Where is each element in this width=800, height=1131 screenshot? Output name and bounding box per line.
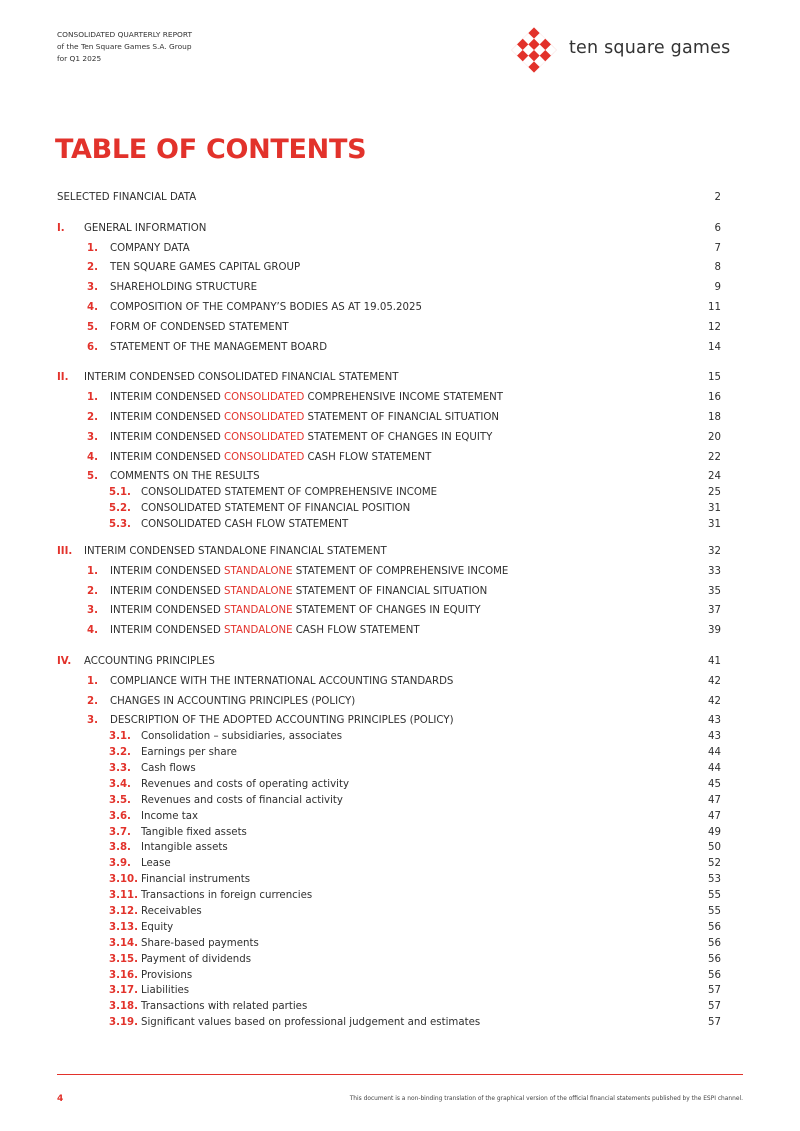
toc-subitem[interactable] — [57, 809, 721, 825]
toc-item-number: 3. — [87, 431, 98, 443]
label-highlight: STANDALONE — [224, 585, 293, 597]
toc-entry-label: Income tax — [141, 810, 198, 822]
toc-item[interactable] — [57, 469, 721, 485]
toc-entry-label — [110, 623, 420, 638]
label-highlight: STANDALONE — [224, 565, 293, 577]
toc-entry-label: SELECTED FINANCIAL DATA — [57, 192, 197, 203]
toc-page-number: 57 — [708, 1001, 721, 1013]
label-prefix: INTERIM CONDENSED — [110, 411, 225, 423]
toc-subitem[interactable] — [57, 729, 721, 745]
header-line-2: of the Ten Square Games S.A. Group — [57, 42, 192, 51]
toc-subitem-number: 3.1. — [109, 731, 131, 743]
toc-entry-label: FORM OF CONDENSED STATEMENT — [110, 321, 289, 333]
toc-page-number: 47 — [708, 810, 721, 822]
label-prefix: INTERIM CONDENSED — [110, 585, 225, 597]
toc-item-number: 2. — [87, 411, 98, 423]
toc-subitem[interactable] — [57, 840, 721, 856]
toc-item-number: 1. — [87, 242, 98, 254]
toc-item-number: 3. — [87, 715, 98, 727]
toc-page-number: 31 — [708, 519, 721, 531]
label-suffix: STATEMENT OF CHANGES IN EQUITY — [292, 605, 481, 617]
toc-item[interactable] — [57, 241, 721, 261]
toc-entry-label: Equity — [141, 921, 174, 933]
toc-subitem[interactable] — [57, 856, 721, 872]
toc-subitem-number: 3.16. — [109, 969, 139, 981]
toc-page-number: 41 — [708, 655, 721, 667]
toc-subitem-number: 3.2. — [109, 747, 131, 759]
toc-item[interactable] — [57, 623, 721, 643]
toc-subitem[interactable] — [57, 952, 721, 968]
toc-page-number: 49 — [708, 826, 721, 838]
toc-entry-label — [110, 430, 492, 445]
toc-entry-label: GENERAL INFORMATION — [84, 222, 207, 234]
toc-item[interactable] — [57, 674, 721, 694]
toc-page-number: 37 — [708, 605, 721, 617]
toc-section-number: II. — [57, 372, 69, 384]
toc-entry-label: Financial instruments — [141, 874, 251, 886]
label-suffix: STATEMENT OF FINANCIAL SITUATION — [304, 411, 499, 423]
toc-item[interactable] — [57, 260, 721, 280]
toc-page-number: 20 — [708, 431, 721, 443]
toc-page-number: 57 — [708, 985, 721, 997]
toc-entry-label: COMMENTS ON THE RESULTS — [110, 471, 260, 483]
toc-subitem[interactable] — [57, 1015, 721, 1031]
toc-page-number: 47 — [708, 794, 721, 806]
toc-entry-label: Intangible assets — [141, 842, 228, 854]
toc-entry-label: Receivables — [141, 905, 202, 917]
toc-page-number: 43 — [708, 715, 721, 727]
toc-entry-label: SHAREHOLDING STRUCTURE — [110, 282, 258, 294]
toc-page-number: 39 — [708, 625, 721, 637]
toc-page-number: 11 — [708, 301, 721, 313]
toc-subitem[interactable] — [57, 501, 721, 517]
label-suffix: STATEMENT OF FINANCIAL SITUATION — [292, 585, 488, 597]
toc-page-number: 56 — [708, 969, 721, 981]
toc-subitem[interactable] — [57, 517, 721, 533]
toc-entry-label — [110, 390, 503, 405]
toc-page-number: 31 — [708, 503, 721, 515]
toc-page-number: 14 — [708, 341, 721, 353]
toc-page-number: 8 — [714, 262, 721, 274]
toc-page-number: 52 — [708, 858, 721, 870]
toc-page-number: 12 — [708, 321, 721, 333]
toc-item[interactable] — [57, 410, 721, 430]
toc-page-number: 56 — [708, 937, 721, 949]
toc-subitem[interactable] — [57, 777, 721, 793]
label-suffix: CASH FLOW STATEMENT — [304, 451, 432, 463]
toc-item-number: 6. — [87, 341, 98, 353]
toc-entry-label: Cash flows — [141, 762, 196, 774]
toc-page-number: 22 — [708, 451, 721, 463]
toc-subitem-number: 3.17. — [109, 985, 139, 997]
label-prefix: INTERIM CONDENSED — [110, 625, 225, 637]
toc-page-number: 57 — [708, 1017, 721, 1029]
toc-section-consolidated-statement[interactable] — [57, 370, 721, 390]
toc-entry-label — [110, 603, 481, 618]
toc-item[interactable] — [57, 340, 721, 360]
label-highlight: STANDALONE — [224, 605, 293, 617]
label-prefix: INTERIM CONDENSED — [110, 431, 225, 443]
toc-subitem[interactable] — [57, 485, 721, 501]
toc-subitem-number: 5.1. — [109, 487, 131, 499]
toc-page-number: 55 — [708, 890, 721, 902]
toc-section-number: III. — [57, 545, 73, 557]
toc-subitem-number: 3.3. — [109, 762, 131, 774]
label-suffix: STATEMENT OF COMPREHENSIVE INCOME — [292, 565, 509, 577]
label-highlight: CONSOLIDATED — [224, 451, 305, 463]
toc-page-number: 45 — [708, 778, 721, 790]
toc-item[interactable] — [57, 280, 721, 300]
toc-entry-label: Revenues and costs of financial activity — [141, 794, 343, 806]
toc-subitem[interactable] — [57, 999, 721, 1015]
toc-page-number: 42 — [708, 695, 721, 707]
toc-entry-label: Earnings per share — [141, 747, 237, 759]
toc-item-number: 1. — [87, 392, 98, 404]
toc-entry-label: Payment of dividends — [141, 953, 252, 965]
label-prefix: INTERIM CONDENSED — [110, 565, 225, 577]
toc-subitem-number: 5.2. — [109, 503, 131, 515]
toc-item[interactable] — [57, 300, 721, 320]
toc-entry-label: TEN SQUARE GAMES CAPITAL GROUP — [110, 262, 301, 274]
toc-subitem[interactable] — [57, 761, 721, 777]
toc-page-number: 56 — [708, 921, 721, 933]
toc-entry-label: INTERIM CONDENSED CONSOLIDATED FINANCIAL STATEMENT — [84, 372, 399, 384]
toc-page-number: 44 — [708, 747, 721, 759]
toc-subitem-number: 3.5. — [109, 794, 131, 806]
toc-subitem-number: 3.7. — [109, 826, 131, 838]
toc-subitem-number: 3.14. — [109, 937, 139, 949]
toc-subitem[interactable] — [57, 872, 721, 888]
toc-entry-label: Revenues and costs of operating activity — [141, 778, 349, 790]
toc-page-number: 25 — [708, 487, 721, 499]
toc-page-number: 32 — [708, 545, 721, 557]
toc-item-number: 4. — [87, 451, 98, 463]
toc-subitem-number: 3.12. — [109, 905, 139, 917]
toc-entry-label — [110, 410, 499, 425]
toc-entry-label — [110, 584, 487, 599]
report-header — [57, 29, 192, 65]
toc-item-number: 1. — [87, 675, 98, 687]
toc-subitem-number: 3.11. — [109, 890, 139, 902]
toc-section-standalone-statement[interactable] — [57, 544, 721, 564]
label-prefix: INTERIM CONDENSED — [110, 605, 225, 617]
toc-item-number: 2. — [87, 262, 98, 274]
label-prefix: INTERIM CONDENSED — [110, 451, 225, 463]
toc-page-number: 15 — [708, 372, 721, 384]
toc-subitem-number: 3.9. — [109, 858, 131, 870]
toc-page-number: 55 — [708, 905, 721, 917]
toc-item[interactable] — [57, 320, 721, 340]
toc-item-number: 4. — [87, 625, 98, 637]
footer-divider — [57, 1074, 743, 1075]
toc-item[interactable] — [57, 430, 721, 450]
toc-item-number: 4. — [87, 301, 98, 313]
table-of-contents — [57, 190, 721, 1031]
toc-page-number: 7 — [714, 242, 721, 254]
toc-item-number: 1. — [87, 565, 98, 577]
toc-section-number: IV. — [57, 655, 72, 667]
toc-page-number: 53 — [708, 874, 721, 886]
toc-entry-label — [110, 450, 431, 465]
toc-page-number: 16 — [708, 392, 721, 404]
toc-subitem[interactable] — [57, 745, 721, 761]
toc-item[interactable] — [57, 713, 721, 729]
toc-item-number: 5. — [87, 471, 98, 483]
toc-entry-label: COMPOSITION OF THE COMPANY’S BODIES AS AT 19.05.2025 — [110, 301, 422, 313]
toc-item[interactable] — [57, 390, 721, 410]
toc-item-number: 5. — [87, 321, 98, 333]
toc-entry-label: Liabilities — [141, 985, 190, 997]
footer-note: This document is a non-binding translation of the graphical version of the official financial statements published by the ESPI channel. — [349, 1096, 743, 1102]
label-prefix: INTERIM CONDENSED — [110, 392, 225, 404]
toc-subitem[interactable] — [57, 983, 721, 999]
toc-subitem[interactable] — [57, 825, 721, 841]
toc-subitem[interactable] — [57, 968, 721, 984]
toc-page-number: 56 — [708, 953, 721, 965]
company-logo — [511, 27, 743, 73]
toc-section-general-information[interactable] — [57, 221, 721, 241]
toc-entry-label: CONSOLIDATED CASH FLOW STATEMENT — [141, 519, 349, 531]
toc-page-number: 9 — [714, 282, 721, 294]
label-highlight: CONSOLIDATED — [224, 431, 305, 443]
label-highlight: CONSOLIDATED — [224, 411, 305, 423]
toc-entry-label: CONSOLIDATED STATEMENT OF FINANCIAL POSITION — [141, 503, 411, 515]
toc-page-number: 6 — [714, 222, 721, 234]
toc-subitem[interactable] — [57, 936, 721, 952]
toc-subitem[interactable] — [57, 920, 721, 936]
toc-item-number: 2. — [87, 585, 98, 597]
toc-page-number: 50 — [708, 842, 721, 854]
label-highlight: STANDALONE — [224, 625, 293, 637]
toc-item-number: 3. — [87, 605, 98, 617]
label-highlight: CONSOLIDATED — [224, 392, 305, 404]
toc-entry-label: Provisions — [141, 969, 193, 981]
toc-entry-label: Transactions with related parties — [141, 1001, 308, 1013]
toc-subitem-number: 3.4. — [109, 778, 131, 790]
toc-entry-label: Consolidation – subsidiaries, associates — [141, 731, 343, 743]
toc-subitem-number: 3.8. — [109, 842, 131, 854]
page-title: TABLE OF CONTENTS — [55, 134, 367, 165]
toc-page-number: 42 — [708, 675, 721, 687]
toc-subitem[interactable] — [57, 793, 721, 809]
toc-item[interactable] — [57, 694, 721, 714]
toc-entry-label: Share-based payments — [141, 937, 259, 949]
header-line-1: CONSOLIDATED QUARTERLY REPORT — [57, 30, 192, 39]
toc-subitem-number: 3.15. — [109, 953, 139, 965]
toc-entry-label: Lease — [141, 858, 171, 870]
toc-entry-label: DESCRIPTION OF THE ADOPTED ACCOUNTING PRINCIPLES (POLICY) — [110, 715, 454, 727]
toc-entry-label: INTERIM CONDENSED STANDALONE FINANCIAL STATEMENT — [84, 545, 387, 557]
toc-item[interactable] — [57, 603, 721, 623]
toc-entry-label: STATEMENT OF THE MANAGEMENT BOARD — [110, 341, 328, 353]
diamond-checker-logo-icon — [511, 27, 557, 73]
toc-subitem-number: 3.19. — [109, 1017, 139, 1029]
toc-entry-label: CHANGES IN ACCOUNTING PRINCIPLES (POLICY) — [110, 695, 356, 707]
toc-entry-label: Significant values based on professional judgement and estimates — [141, 1017, 481, 1029]
toc-subitem-number: 3.13. — [109, 921, 139, 933]
toc-item[interactable] — [57, 450, 721, 470]
toc-page-number: 35 — [708, 585, 721, 597]
toc-subitem-number: 3.18. — [109, 1001, 139, 1013]
logo-text: ten square games — [569, 38, 731, 58]
header-line-3: for Q1 2025 — [57, 54, 102, 63]
toc-entry-label: COMPLIANCE WITH THE INTERNATIONAL ACCOUNTING STANDARDS — [110, 675, 454, 687]
toc-subitem[interactable] — [57, 888, 721, 904]
toc-item[interactable] — [57, 564, 721, 584]
toc-entry-label: ACCOUNTING PRINCIPLES — [84, 655, 215, 667]
toc-page-number: 18 — [708, 411, 721, 423]
toc-entry-label — [110, 564, 508, 579]
toc-section-accounting-principles[interactable] — [57, 654, 721, 674]
toc-item-number: 2. — [87, 695, 98, 707]
toc-entry-label: Transactions in foreign currencies — [141, 890, 313, 902]
toc-section-number: I. — [57, 222, 65, 234]
toc-subitem-number: 3.10. — [109, 874, 139, 886]
toc-entry-label: CONSOLIDATED STATEMENT OF COMPREHENSIVE INCOME — [141, 487, 438, 499]
toc-entry-selected-financial-data[interactable] — [57, 190, 721, 210]
toc-item-number: 3. — [87, 282, 98, 294]
toc-subitem-number: 5.3. — [109, 519, 131, 531]
label-suffix: STATEMENT OF CHANGES IN EQUITY — [304, 431, 493, 443]
toc-entry-label: Tangible fixed assets — [141, 826, 247, 838]
toc-page-number: 33 — [708, 565, 721, 577]
toc-page-number: 2 — [714, 192, 721, 203]
toc-subitem-number: 3.6. — [109, 810, 131, 822]
toc-page-number: 24 — [708, 471, 721, 483]
label-suffix: CASH FLOW STATEMENT — [292, 625, 420, 637]
label-suffix: COMPREHENSIVE INCOME STATEMENT — [304, 392, 503, 404]
toc-page-number: 43 — [708, 731, 721, 743]
toc-page-number: 44 — [708, 762, 721, 774]
toc-subitem[interactable] — [57, 904, 721, 920]
toc-item[interactable] — [57, 584, 721, 604]
page-number: 4 — [57, 1094, 64, 1104]
toc-entry-label: COMPANY DATA — [110, 242, 190, 254]
